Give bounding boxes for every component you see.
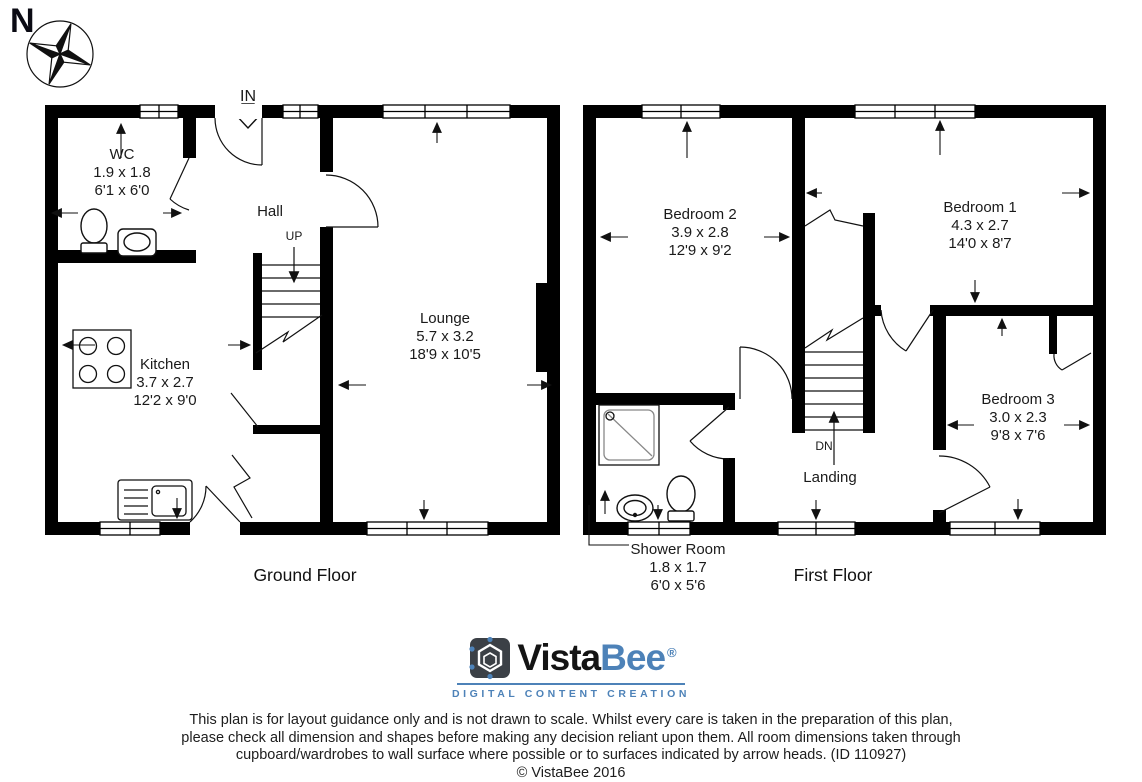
disclaimer-line-2: please check all dimension and shapes before making any decision reliant upon them. All room dimensions taken through bbox=[181, 729, 961, 746]
shower-room-metric-dimensions: 1.8 x 1.7 bbox=[649, 559, 707, 576]
ground-floor-door-openings bbox=[190, 104, 262, 536]
bedroom1-name: Bedroom 1 bbox=[943, 199, 1017, 216]
compass-north-label: N bbox=[10, 2, 35, 40]
room-label-bedroom2 bbox=[663, 206, 736, 260]
bedroom2-metric-dimensions: 3.9 x 2.8 bbox=[671, 224, 729, 241]
kitchen-metric-dimensions: 3.7 x 2.7 bbox=[136, 374, 194, 391]
kitchen-sink-icon bbox=[118, 480, 192, 520]
first-floor-title: First Floor bbox=[793, 565, 873, 585]
room-label-lounge bbox=[409, 310, 481, 364]
vistabee-wordmark bbox=[517, 637, 675, 679]
stairs-dn-label: DN bbox=[815, 439, 833, 453]
room-label-bedroom1 bbox=[943, 199, 1016, 253]
registered-trademark-symbol: ® bbox=[667, 644, 676, 660]
wc-imperial-dimensions: 6'1 x 6'0 bbox=[94, 182, 150, 199]
room-label-shower-room bbox=[630, 541, 725, 595]
wc-sink-icon bbox=[118, 229, 156, 256]
shower-room-toilet-icon bbox=[667, 476, 695, 521]
entrance-in-label: IN bbox=[240, 88, 256, 105]
compass-icon bbox=[27, 21, 93, 87]
copyright-notice: © VistaBee 2016 bbox=[516, 764, 626, 781]
lounge-metric-dimensions: 5.7 x 3.2 bbox=[416, 328, 474, 345]
brand-name-blue: Bee bbox=[600, 637, 666, 678]
room-label-landing: Landing bbox=[803, 469, 857, 486]
room-label-hall: Hall bbox=[257, 203, 283, 220]
bedroom3-imperial-dimensions: 9'8 x 7'6 bbox=[990, 427, 1046, 444]
shower-tray-icon bbox=[599, 405, 659, 465]
lounge-imperial-dimensions: 18'9 x 10'5 bbox=[409, 346, 481, 363]
bedroom1-imperial-dimensions: 14'0 x 8'7 bbox=[948, 235, 1012, 252]
bedroom1-metric-dimensions: 4.3 x 2.7 bbox=[951, 217, 1009, 234]
disclaimer-text bbox=[0, 712, 1142, 782]
lounge-name: Lounge bbox=[419, 310, 471, 327]
bedroom2-name: Bedroom 2 bbox=[663, 206, 737, 223]
room-label-kitchen bbox=[133, 356, 196, 410]
kitchen-imperial-dimensions: 12'2 x 9'0 bbox=[133, 392, 197, 409]
room-label-bedroom3 bbox=[981, 391, 1054, 445]
shower-room-name: Shower Room bbox=[630, 541, 726, 558]
vistabee-logo bbox=[0, 636, 1142, 700]
kitchen-hob-icon bbox=[73, 330, 131, 388]
bedroom3-metric-dimensions: 3.0 x 2.3 bbox=[989, 409, 1047, 426]
first-floor-stairs bbox=[805, 210, 863, 465]
brand-divider-line bbox=[457, 683, 685, 685]
disclaimer-line-3: cupboard/wardrobes to wall surface where possible or to surfaces indicated by arrow heads. (ID 110927) bbox=[235, 747, 907, 763]
first-floor-dimension-arrows bbox=[601, 121, 1089, 519]
room-label-wc bbox=[93, 146, 151, 200]
kitchen-name: Kitchen bbox=[139, 356, 191, 373]
shower-room-sink-icon bbox=[617, 495, 653, 521]
brand-name-black: Vista bbox=[517, 637, 601, 678]
ground-floor-stairs bbox=[256, 247, 322, 353]
wc-toilet-icon bbox=[81, 209, 107, 253]
stairs-up-label: UP bbox=[285, 229, 303, 243]
brand-tagline: DIGITAL CONTENT CREATION bbox=[451, 688, 691, 700]
wc-name: WC bbox=[109, 146, 135, 163]
vistabee-logo-icon bbox=[466, 636, 510, 680]
disclaimer-line-1: This plan is for layout guidance only and is not drawn to scale. Whilst every care is taken in the preparation of this plan, bbox=[189, 712, 953, 728]
bedroom2-imperial-dimensions: 12'9 x 9'2 bbox=[668, 242, 732, 259]
wc-metric-dimensions: 1.9 x 1.8 bbox=[93, 164, 151, 181]
shower-room-imperial-dimensions: 6'0 x 5'6 bbox=[650, 577, 706, 594]
ground-floor-title: Ground Floor bbox=[253, 565, 357, 585]
bedroom3-name: Bedroom 3 bbox=[981, 391, 1055, 408]
ground-floor-doors bbox=[170, 118, 378, 522]
